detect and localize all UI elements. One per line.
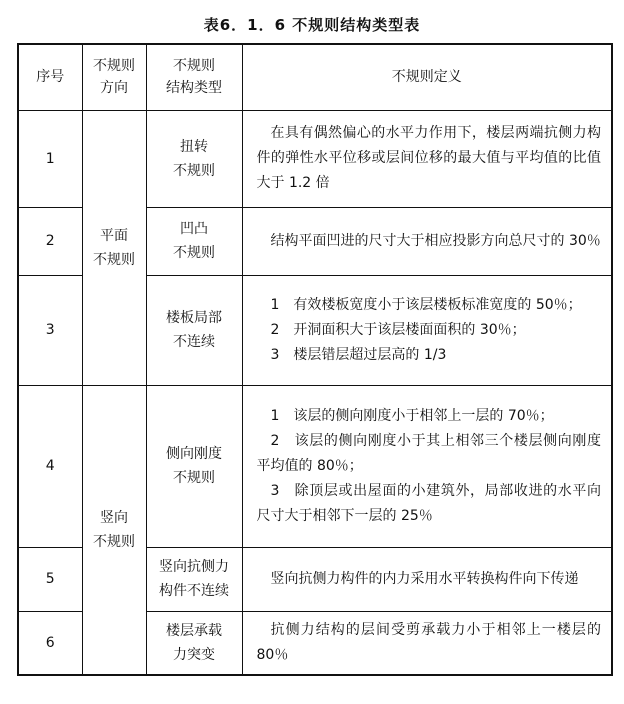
definition-item: 1 该层的侧向刚度小于相邻上一层的 70％； [270, 407, 554, 424]
row-no: 6 [18, 611, 82, 675]
row-no: 1 [18, 110, 82, 207]
table-row [18, 385, 612, 547]
direction-plane [82, 110, 146, 385]
table-title: 表6．1．6 不规则结构类型表 [203, 16, 421, 34]
row-definition [242, 611, 612, 675]
header-direction [82, 44, 146, 110]
definition-item: 3 除顶层或出屋面的小建筑外，局部收进的水平向尺寸大于相邻下一层的 25％ [256, 482, 601, 524]
type-line2: 不规则 [173, 162, 215, 179]
direction-vertical-line1: 竖向 [100, 509, 128, 526]
type-line1: 侧向刚度 [166, 446, 222, 462]
type-line2: 力突变 [173, 646, 215, 663]
type-line2: 不规则 [173, 470, 215, 486]
definition-item: 2 开洞面积大于该层楼面面积的 30％； [270, 321, 526, 338]
row-type [146, 207, 242, 275]
header-direction-line1: 不规则 [93, 58, 135, 75]
row-definition [242, 275, 612, 385]
definition-text: 抗侧力结构的层间受剪承载力小于相邻上一楼层的 80％ [256, 621, 601, 663]
direction-vertical-line2: 不规则 [93, 533, 135, 550]
row-definition [242, 207, 612, 275]
type-line1: 凹凸 [180, 221, 208, 237]
type-line1: 楼板局部 [166, 310, 222, 326]
row-type [146, 275, 242, 385]
row-no: 5 [18, 547, 82, 611]
table-row [18, 110, 612, 207]
header-definition: 不规则定义 [242, 44, 612, 110]
definition-text: 结构平面凹进的尺寸大于相应投影方向总尺寸的 30％ [270, 232, 601, 249]
definition-item: 1 有效楼板宽度小于该层楼板标准宽度的 50％； [270, 296, 582, 313]
type-line2: 不规则 [173, 245, 215, 261]
definition-text: 在具有偶然偏心的水平力作用下，楼层两端抗侧力构件的弹性水平位移或层间位移的最大值与平均值的比值大于 1.2 倍 [256, 125, 601, 191]
header-row [18, 44, 612, 110]
row-type [146, 110, 242, 207]
row-no: 2 [18, 207, 82, 275]
header-type-line2: 结构类型 [166, 80, 222, 97]
definition-item: 2 该层的侧向刚度小于其上相邻三个楼层侧向刚度平均值的 80％； [256, 432, 601, 474]
definition-item: 3 楼层错层超过层高的 1/3 [270, 346, 447, 363]
direction-plane-line1: 平面 [100, 227, 128, 244]
header-direction-line2: 方向 [100, 80, 128, 97]
direction-plane-line2: 不规则 [93, 251, 135, 268]
row-no: 4 [18, 385, 82, 547]
row-no: 3 [18, 275, 82, 385]
type-line1: 楼层承载 [166, 622, 222, 639]
type-line1: 扭转 [180, 138, 208, 155]
type-line1: 竖向抗侧力 [159, 559, 229, 575]
row-definition [242, 110, 612, 207]
row-type [146, 385, 242, 547]
type-line2: 不连续 [173, 334, 215, 350]
header-no: 序号 [18, 44, 82, 110]
type-line2: 构件不连续 [159, 583, 229, 599]
row-type [146, 547, 242, 611]
row-type [146, 611, 242, 675]
direction-vertical [82, 385, 146, 675]
definition-text: 竖向抗侧力构件的内力采用水平转换构件向下传递 [270, 570, 579, 587]
irregular-structure-table [17, 43, 613, 676]
row-definition [242, 385, 612, 547]
header-type [146, 44, 242, 110]
row-definition [242, 547, 612, 611]
header-type-line1: 不规则 [173, 58, 215, 75]
